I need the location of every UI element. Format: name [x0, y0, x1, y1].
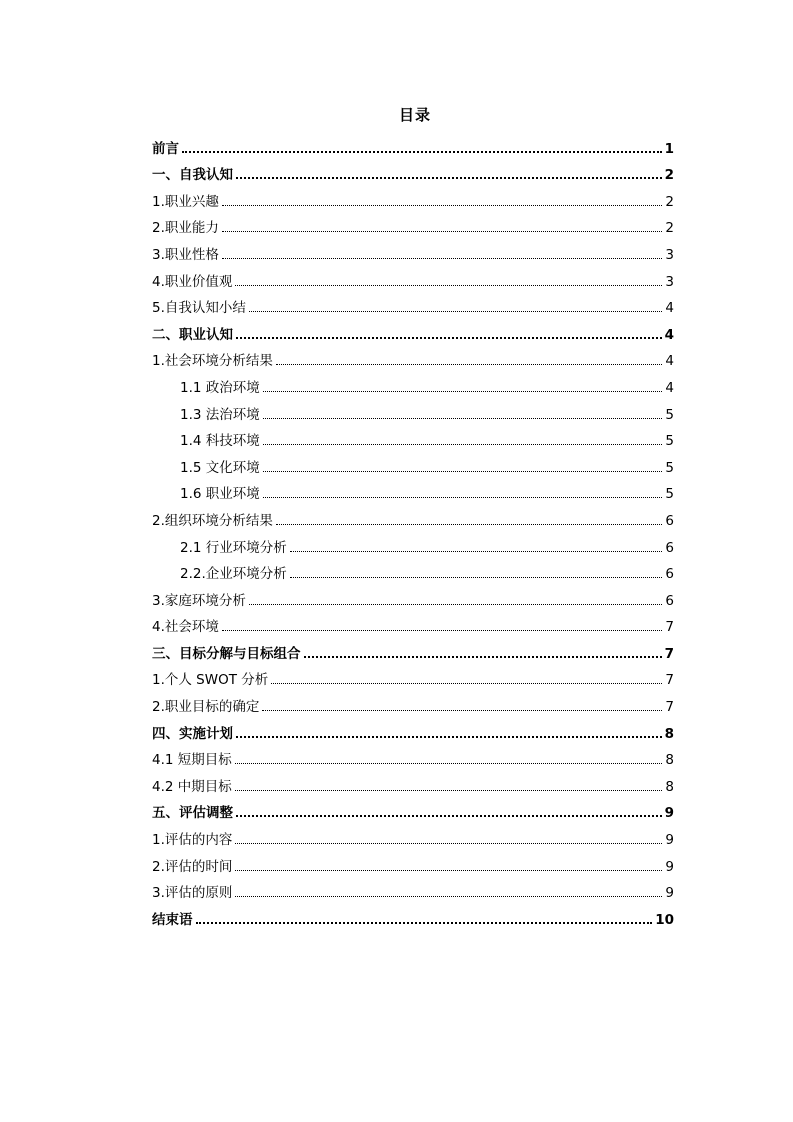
- toc-dot-leader: [235, 870, 662, 871]
- toc-entry-page-number: 7: [665, 619, 674, 636]
- toc-entry-label: 2.评估的时间: [152, 858, 233, 875]
- toc-entry-label: 1.1 政治环境: [180, 379, 260, 396]
- toc-dot-leader: [222, 258, 663, 259]
- toc-entry-label: 1.6 职业环境: [180, 486, 260, 503]
- toc-entry-page-number: 6: [665, 539, 674, 556]
- toc-entry-label: 前言: [152, 140, 179, 157]
- toc-entry[interactable]: [152, 875, 674, 902]
- toc-dot-leader: [249, 604, 663, 605]
- toc-entry[interactable]: [152, 130, 674, 157]
- toc-entry[interactable]: [152, 396, 674, 423]
- toc-dot-leader: [235, 790, 663, 791]
- toc-entry-page-number: 2: [665, 193, 674, 210]
- toc-entry-page-number: 5: [665, 406, 674, 423]
- toc-entry[interactable]: [152, 369, 674, 396]
- toc-entry-label: 1.5 文化环境: [180, 459, 260, 476]
- toc-entry-page-number: 7: [665, 699, 674, 716]
- toc-entry-page-number: 6: [665, 566, 674, 583]
- toc-entry-page-number: 2: [665, 220, 674, 237]
- toc-entry-page-number: 4: [664, 326, 674, 343]
- toc-entry-label: 二、职业认知: [152, 326, 233, 343]
- toc-entry[interactable]: [152, 290, 674, 317]
- toc-entry[interactable]: [152, 742, 674, 769]
- toc-entry-label: 3.评估的原则: [152, 885, 233, 902]
- toc-entry[interactable]: [152, 635, 674, 662]
- toc-entry-page-number: 6: [665, 592, 674, 609]
- toc-dot-leader: [235, 896, 662, 897]
- toc-entry[interactable]: [152, 609, 674, 636]
- toc-entry[interactable]: [152, 449, 674, 476]
- toc-entry[interactable]: [152, 502, 674, 529]
- toc-dot-leader: [236, 736, 662, 738]
- toc-dot-leader: [235, 843, 662, 844]
- toc-entry[interactable]: [152, 236, 674, 263]
- toc-entry-page-number: 9: [665, 832, 674, 849]
- toc-entry-label: 结束语: [152, 911, 193, 928]
- toc-entry-label: 五、评估调整: [152, 805, 233, 822]
- toc-entry-label: 一、自我认知: [152, 167, 233, 184]
- toc-entry-label: 2.组织环境分析结果: [152, 512, 273, 529]
- toc-entry[interactable]: [152, 582, 674, 609]
- toc-entry-page-number: 5: [665, 459, 674, 476]
- toc-entry[interactable]: [152, 848, 674, 875]
- toc-dot-leader: [271, 683, 662, 684]
- toc-entry-label: 4.2 中期目标: [152, 778, 232, 795]
- toc-entry-page-number: 8: [664, 725, 674, 742]
- toc-entry-page-number: 9: [665, 885, 674, 902]
- toc-dot-leader: [236, 177, 662, 179]
- toc-entry-label: 四、实施计划: [152, 725, 233, 742]
- toc-dot-leader: [290, 551, 663, 552]
- toc-entry[interactable]: [152, 529, 674, 556]
- toc-dot-leader: [263, 391, 663, 392]
- toc-entry-page-number: 10: [655, 911, 674, 928]
- toc-entry[interactable]: [152, 476, 674, 503]
- toc-dot-leader: [222, 231, 663, 232]
- toc-entry-page-number: 3: [665, 246, 674, 263]
- toc-entry[interactable]: [152, 768, 674, 795]
- toc-entry[interactable]: [152, 157, 674, 184]
- toc-entry-page-number: 4: [665, 353, 674, 370]
- toc-entry[interactable]: [152, 715, 674, 742]
- toc-entry-page-number: 2: [664, 167, 674, 184]
- toc-dot-leader: [276, 364, 663, 365]
- toc-entry[interactable]: [152, 183, 674, 210]
- toc-entry-label: 5.自我认知小结: [152, 300, 246, 317]
- toc-entry-page-number: 6: [665, 512, 674, 529]
- toc-dot-leader: [222, 205, 663, 206]
- toc-dot-leader: [290, 577, 663, 578]
- toc-entry[interactable]: [152, 316, 674, 343]
- toc-entry-label: 4.1 短期目标: [152, 752, 232, 769]
- toc-dot-leader: [263, 444, 663, 445]
- toc-dot-leader: [236, 337, 662, 339]
- toc-entry[interactable]: [152, 556, 674, 583]
- toc-dot-leader: [304, 656, 662, 658]
- toc-entry-label: 1.4 科技环境: [180, 433, 260, 450]
- toc-entry-label: 1.3 法治环境: [180, 406, 260, 423]
- toc-entry-label: 1.社会环境分析结果: [152, 353, 273, 370]
- toc-entry[interactable]: [152, 901, 674, 928]
- toc-entry-label: 2.1 行业环境分析: [180, 539, 287, 556]
- toc-entry-page-number: 9: [665, 858, 674, 875]
- toc-dot-leader: [182, 151, 662, 153]
- toc-entry-label: 3.职业性格: [152, 246, 219, 263]
- toc-list: [152, 130, 674, 928]
- toc-entry-page-number: 3: [665, 273, 674, 290]
- toc-entry-label: 1.职业兴趣: [152, 193, 219, 210]
- toc-entry-label: 1.个人 SWOT 分析: [152, 672, 269, 689]
- toc-dot-leader: [276, 524, 663, 525]
- toc-dot-leader: [263, 471, 663, 472]
- toc-title: 目录: [398, 106, 431, 124]
- toc-entry-label: 1.评估的内容: [152, 832, 233, 849]
- toc-entry-label: 2.职业能力: [152, 220, 219, 237]
- toc-entry-label: 3.家庭环境分析: [152, 592, 246, 609]
- toc-dot-leader: [235, 763, 663, 764]
- toc-entry[interactable]: [152, 343, 674, 370]
- toc-dot-leader: [262, 710, 662, 711]
- toc-dot-leader: [263, 497, 663, 498]
- toc-dot-leader: [249, 311, 663, 312]
- toc-entry[interactable]: [152, 821, 674, 848]
- toc-entry-page-number: 8: [665, 752, 674, 769]
- toc-dot-leader: [263, 418, 663, 419]
- toc-entry[interactable]: [152, 210, 674, 237]
- toc-entry-page-number: 8: [665, 778, 674, 795]
- toc-entry-page-number: 1: [664, 140, 674, 157]
- toc-dot-leader: [196, 922, 653, 924]
- toc-entry[interactable]: [152, 263, 674, 290]
- toc-entry-label: 三、目标分解与目标组合: [152, 645, 301, 662]
- toc-entry-label: 4.职业价值观: [152, 273, 233, 290]
- toc-entry-label: 2.职业目标的确定: [152, 699, 260, 716]
- toc-entry-page-number: 4: [665, 379, 674, 396]
- toc-dot-leader: [236, 815, 662, 817]
- toc-dot-leader: [222, 630, 663, 631]
- toc-entry-label: 2.2.企业环境分析: [180, 566, 287, 583]
- toc-entry-page-number: 4: [665, 300, 674, 317]
- toc-dot-leader: [235, 285, 662, 286]
- toc-entry-page-number: 7: [664, 645, 674, 662]
- toc-entry-page-number: 5: [665, 433, 674, 450]
- toc-entry[interactable]: [152, 423, 674, 450]
- toc-entry-page-number: 5: [665, 486, 674, 503]
- toc-entry-page-number: 7: [665, 672, 674, 689]
- toc-entry[interactable]: [152, 795, 674, 822]
- toc-entry[interactable]: [152, 688, 674, 715]
- toc-entry[interactable]: [152, 662, 674, 689]
- toc-entry-label: 4.社会环境: [152, 619, 219, 636]
- toc-entry-page-number: 9: [664, 805, 674, 822]
